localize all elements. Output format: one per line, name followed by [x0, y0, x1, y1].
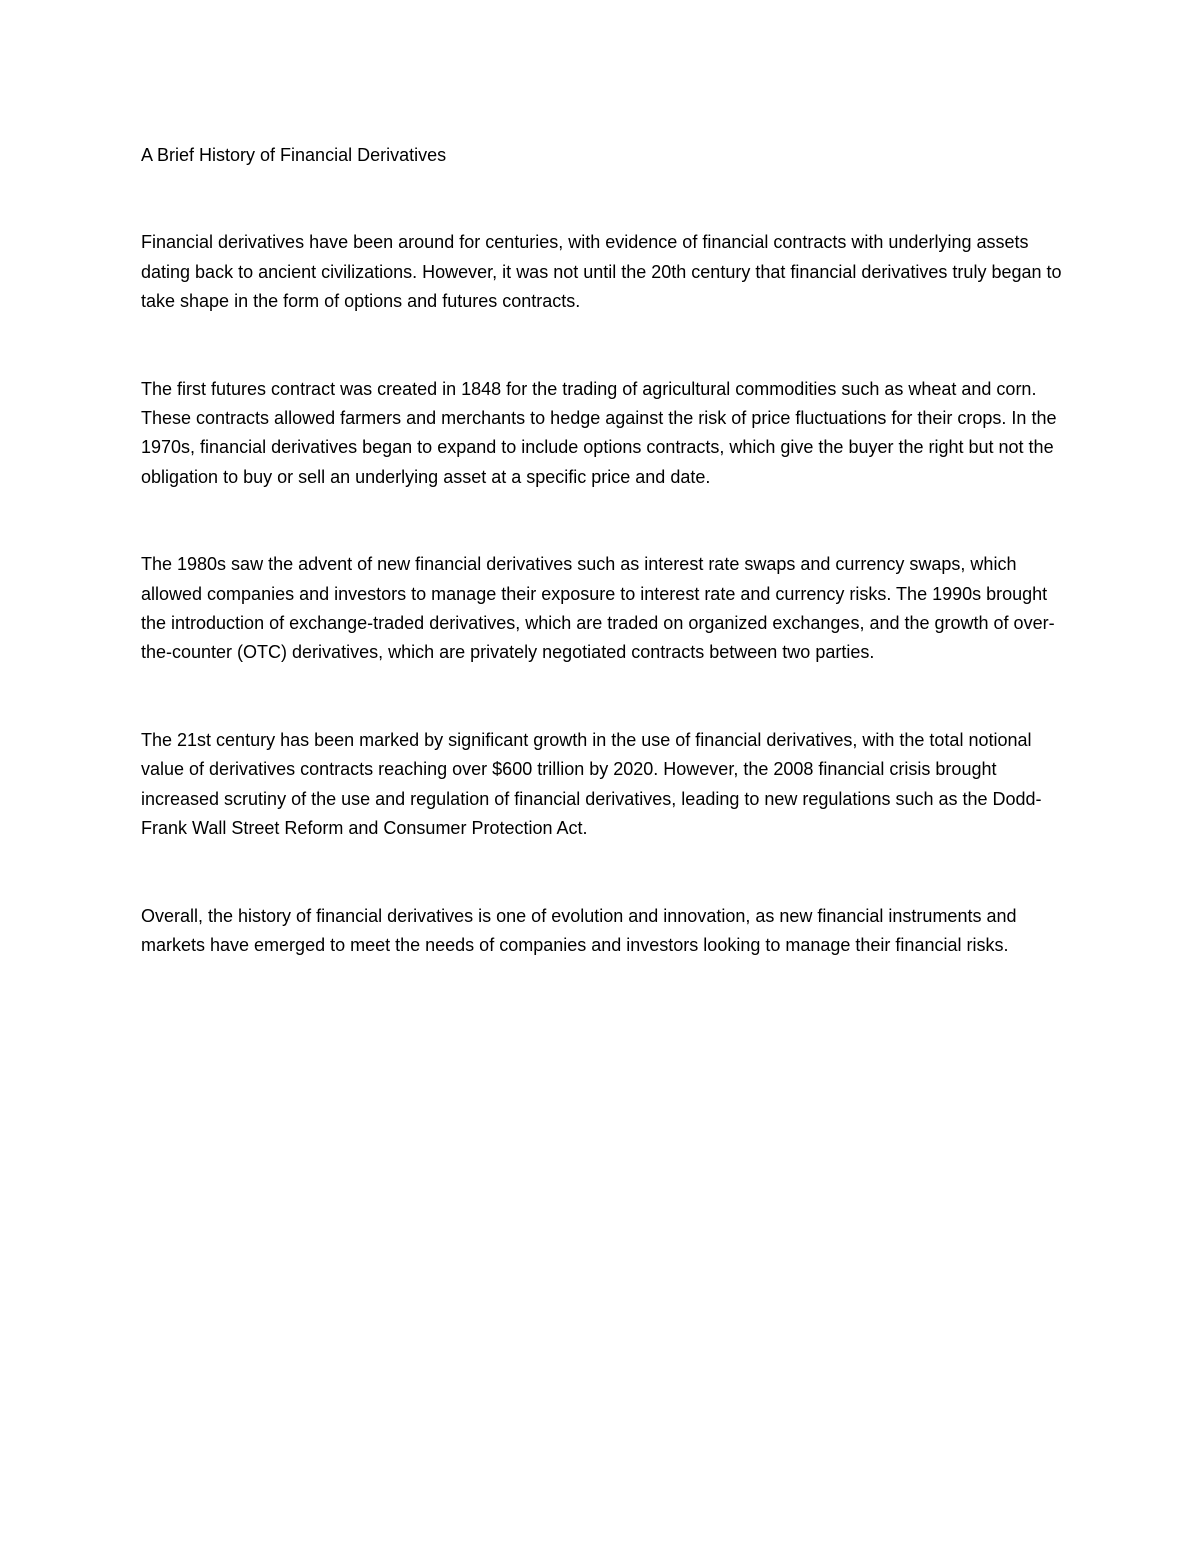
paragraph-21st-century: The 21st century has been marked by significant growth in the use of financial derivatives, with the total notional value of derivatives contracts reaching over $600 trillion by 2020. However, the 2008 financial crisis brought increased scrutiny of the use and regulation of financial derivatives, leading to new regulations such as the Dodd-Frank Wall Street Reform and Consumer Protection Act. [141, 729, 1042, 839]
document-title: A Brief History of Financial Derivatives [141, 145, 447, 165]
document-body [141, 141, 1066, 960]
paragraph-conclusion: Overall, the history of financial derivatives is one of evolution and innovation, as new financial instruments and markets have emerged to meet the needs of companies and investors looking to manage their financial risks. [141, 905, 1017, 955]
paragraph-intro: Financial derivatives have been around for centuries, with evidence of financial contracts with underlying assets dating back to ancient civilizations. However, it was not until the 20th century that financial derivatives truly began to take shape in the form of options and futures contracts. [141, 232, 1062, 312]
paragraph-futures-options: The first futures contract was created in 1848 for the trading of agricultural commodities such as wheat and corn. These contracts allowed farmers and merchants to hedge against the risk of price fluctuations for their crops. In the 1970s, financial derivatives began to expand to include options contracts, which give the buyer the right but not the obligation to buy or sell an underlying asset at a specific price and date. [141, 378, 1057, 487]
paragraph-swaps-otc: The 1980s saw the advent of new financial derivatives such as interest rate swaps and currency swaps, which allowed companies and investors to manage their exposure to interest rate and currency risks. The 1990s brought the introduction of exchange-traded derivatives, which are traded on organized exchanges, and the growth of over-the-counter (OTC) derivatives, which are privately negotiated contracts between two parties. [141, 554, 1055, 663]
